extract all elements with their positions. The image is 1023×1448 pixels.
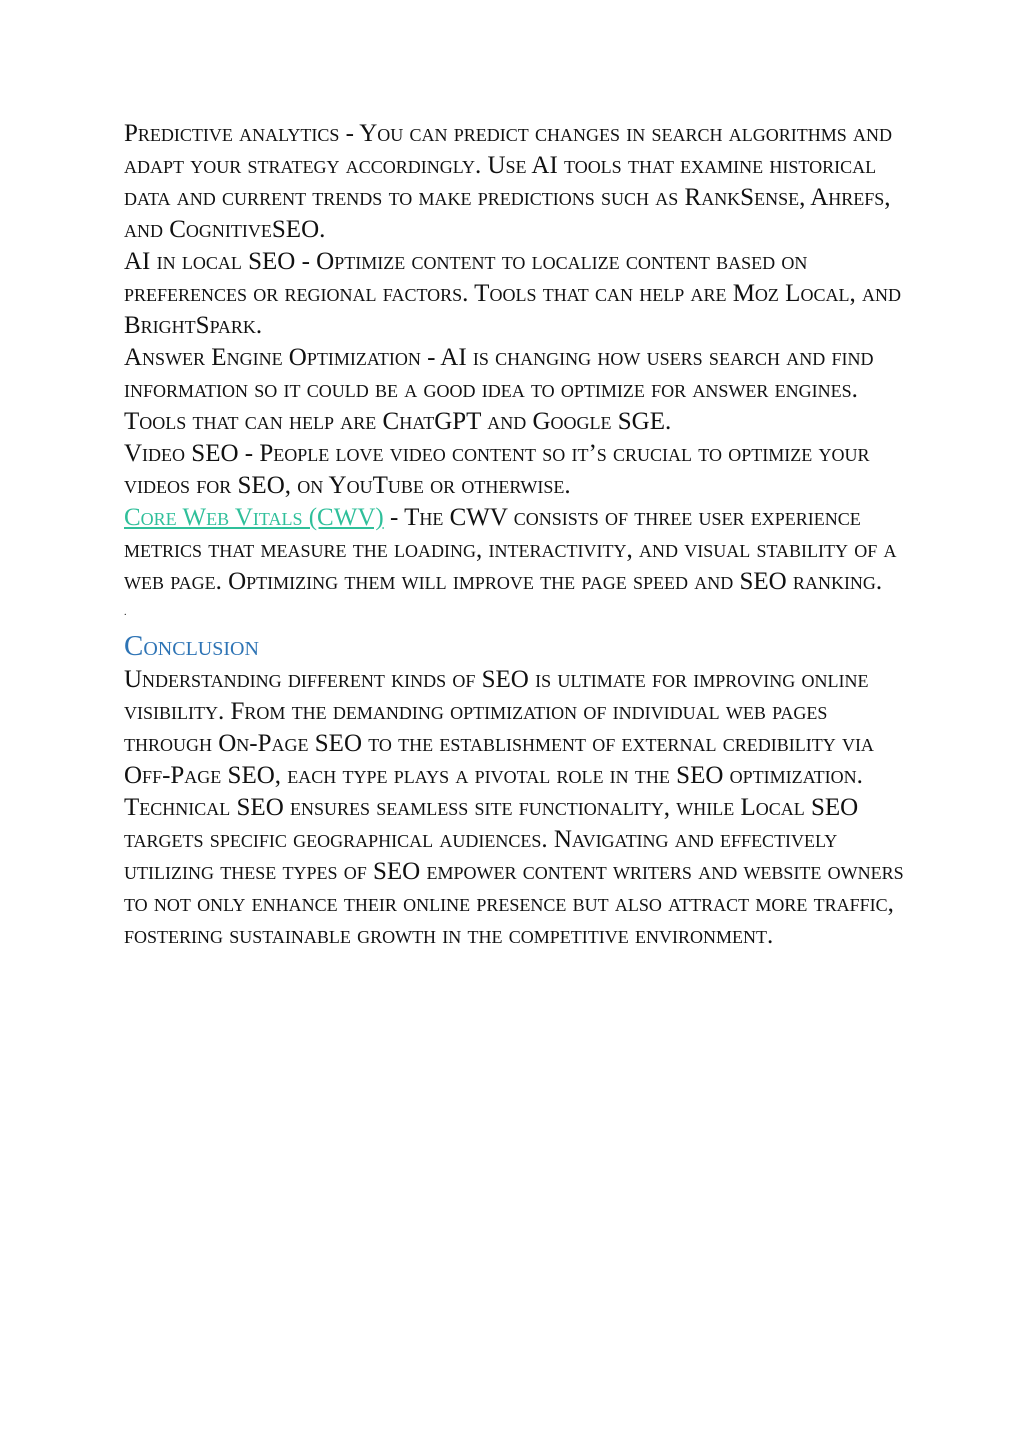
item-video-seo: Video SEO - People love video content so it’s crucial to optimize your videos for SEO, on YouTube or otherwise.	[124, 440, 870, 499]
item-core-web-vitals	[124, 502, 914, 598]
conclusion-body: Understanding different kinds of SEO is ultimate for improving online visibility. From the demanding optimization of individual web pages through On-Page SEO to the establishment of external credibility via Off-Page SEO, each type plays a pivotal role in the SEO optimization. Technical SEO ensures seamless site functionality, while Local SEO targets specific geographical audiences. Navigating and effectively utilizing these types of SEO empower content writers and website owners to not only enhance their online presence but also attract more traffic, fostering sustainable growth in the competitive environment.	[124, 666, 904, 949]
item-answer-engine-optimization: Answer Engine Optimization - AI is changing how users search and find information so it could be a good idea to optimize for answer engines. Tools that can help are ChatGPT and Google SGE.	[124, 344, 874, 435]
separator-dot: .	[124, 607, 127, 618]
core-web-vitals-text: - The CWV consists of three user experience metrics that measure the loading, interactivity, and visual stability of a web page. Optimizing them will improve the page speed and SEO ranking.	[124, 504, 897, 595]
item-predictive-analytics: Predictive analytics - You can predict changes in search algorithms and adapt your strategy accordingly. Use AI tools that examine historical data and current trends to make predictions such as RankSense, Ahrefs, and CognitiveSEO.	[124, 120, 893, 243]
conclusion-heading: Conclusion	[124, 630, 259, 662]
document-page	[124, 118, 914, 952]
core-web-vitals-link[interactable]: Core Web Vitals (CWV)	[124, 504, 384, 531]
item-ai-local-seo: AI in local SEO - Optimize content to localize content based on preferences or regional factors. Tools that can help are Moz Local, and BrightSpark.	[124, 248, 901, 339]
